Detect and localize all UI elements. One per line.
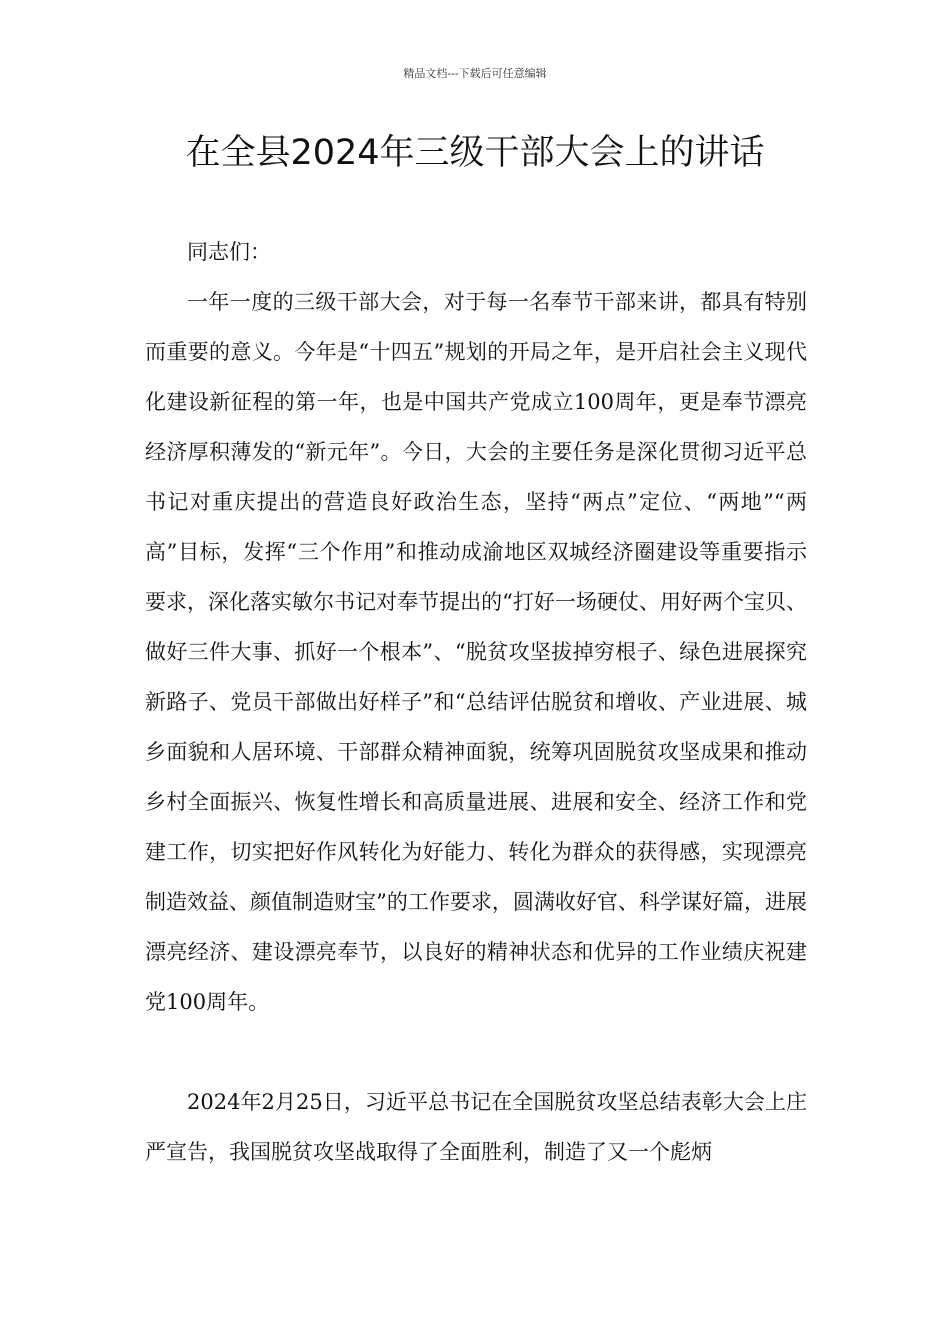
paragraph-gap: [145, 1027, 807, 1077]
document-body: [145, 227, 807, 1177]
paragraph: 2024年2月25日，习近平总书记在全国脱贫攻坚总结表彰大会上庄严宣告，我国脱贫攻坚战取得了全面胜利，制造了又一个彪炳: [145, 1090, 807, 1164]
greeting: 同志们：: [187, 240, 271, 264]
paragraph: 一年一度的三级干部大会，对于每一名奉节干部来讲，都具有特别而重要的意义。今年是“十四五”规划的开局之年，是开启社会主义现代化建设新征程的第一年，也是中国共产党成立100周年，更是奉节漂亮经济厚积薄发的“新元年”。今日，大会的主要任务是深化贯彻习近平总书记对重庆提出的营造良好政治生态，坚持“两点”定位、“两地”“两高”目标，发挥“三个作用”和推动成渝地区双城经济圈建设等重要指示要求，深化落实敏尔书记对奉节提出的“打好一场硬仗、用好两个宝贝、做好三件大事、抓好一个根本”、“脱贫攻坚拔掉穷根子、绿色进展探究新路子、党员干部做出好样子”和“总结评估脱贫和增收、产业进展、城乡面貌和人居环境、干部群众精神面貌，统筹巩固脱贫攻坚成果和推动乡村全面振兴、恢复性增长和高质量进展、进展和安全、经济工作和党建工作，切实把好作风转化为好能力、转化为群众的获得感，实现漂亮制造效益、颜值制造财宝”的工作要求，圆满收好官、科学谋好篇，进展漂亮经济、建设漂亮奉节，以良好的精神状态和优异的工作业绩庆祝建党100周年。: [145, 290, 807, 1014]
document-title: 在全县2024年三级干部大会上的讲话: [185, 133, 765, 173]
header-note: 精品文档---下载后可任意编辑: [403, 67, 547, 80]
